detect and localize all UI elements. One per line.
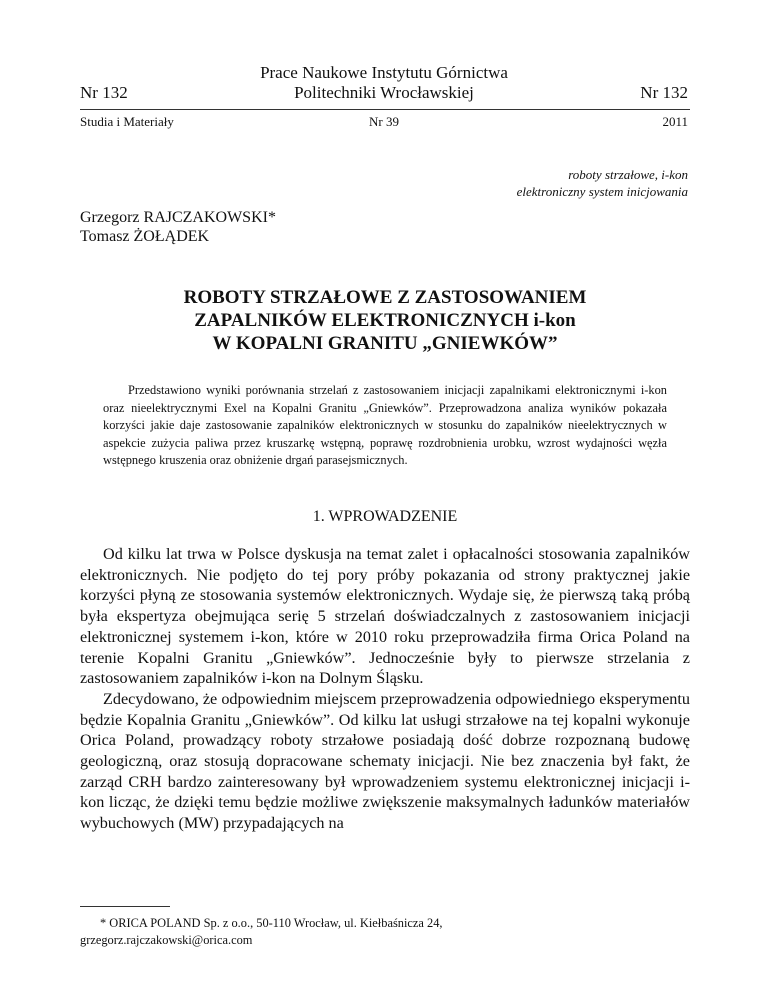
issue-number-left: Nr 132 [80, 83, 128, 102]
footnote-divider [80, 906, 170, 907]
abstract: Przedstawiono wyniki porównania strzelań z zastosowaniem inicjacji zapalnikami elektronicznymi i-kon oraz nieelektrycznymi Exel na Kopalni Granitu „Gniewków”. Przeprowadzona analiza wyników pokazała korzyści jakie daje zastosowanie zapalników elektronicznych w stosunku do zapalników nieelektrycznych w aspekcie zużycia paliwa przez kruszarkę wstępną, poprawę rozdrobnienia urobku, wzrost wydajności węzła wstępnego kruszenia oraz obniżenie drgań parasejsmicznych. [103, 383, 667, 467]
journal-title-line-2: Politechniki Wrocławskiej [294, 83, 474, 102]
keywords-line-1: roboty strzałowe, i-kon [568, 167, 688, 182]
author-list [80, 208, 276, 246]
series-issue: Nr 39 [369, 114, 399, 129]
footnote [80, 915, 690, 949]
journal-title-line-1: Prace Naukowe Instytutu Górnictwa [260, 63, 508, 82]
body-text [80, 544, 690, 834]
section-heading: 1. WPROWADZENIE [312, 508, 458, 525]
paper-title [80, 286, 690, 355]
footnote-affiliation: * ORICA POLAND Sp. z o.o., 50-110 Wrocław, ul. Kiełbaśnicza 24, [100, 916, 443, 930]
issue-number-right: Nr 132 [640, 83, 688, 102]
header-divider [80, 109, 690, 110]
series-label: Studia i Materiały [80, 114, 174, 129]
author-2: Tomasz ŻOŁĄDEK [80, 228, 210, 245]
keywords-line-2: elektroniczny system inicjowania [516, 184, 688, 199]
paragraph-1: Od kilku lat trwa w Polsce dyskusja na temat zalet i opłacalności stosowania zapalników elektronicznych. Nie podjęto do tej pory próby pokazania od strony praktycznej jakie korzyści płyną ze stosowania systemów elektronicznych. Wydaje się, że pierwszą taką próbą była ekspertyza obejmująca serię 5 strzelań doświadczalnych z zastosowaniem inicjacji elektronicznej systemem i-kon, które w 2010 roku przeprowadziła firma Orica Poland na terenie Kopalni Granitu „Gniewków”. Jednocześnie były to pierwsze strzelania z zastosowaniem zapalników i-kon na Dolnym Śląsku. [80, 545, 690, 688]
keywords [517, 166, 688, 200]
paper-title-line-1: ROBOTY STRZAŁOWE Z ZASTOSOWANIEM [183, 287, 587, 308]
paper-title-line-2: ZAPALNIKÓW ELEKTRONICZNYCH i-kon [194, 310, 576, 331]
author-1: Grzegorz RAJCZAKOWSKI* [80, 209, 276, 226]
paragraph-2: Zdecydowano, że odpowiednim miejscem przeprowadzenia odpowiedniego eksperymentu będzie Kopalnia Granitu „Gniewków”. Od kilku lat usługi strzałowe na tej kopalni wykonuje Orica Poland, prowadzący roboty strzałowe posiadają dość dobrze rozpoznaną budowę geologiczną, oraz stosują dopracowane schematy inicjacji. Nie bez znaczenia był fakt, że zarząd CRH bardzo zainteresowany był wprowadzeniem systemu elektronicznej inicjacji i-kon licząc, że dzięki temu będzie możliwe zwiększenie maksymalnych ładunków materiałów wybuchowych (MW) przypadających na [80, 689, 690, 833]
publication-year: 2011 [662, 114, 688, 129]
paper-title-line-3: W KOPALNI GRANITU „GNIEWKÓW” [212, 333, 558, 354]
journal-title [180, 63, 588, 103]
footnote-email: grzegorz.rajczakowski@orica.com [80, 933, 253, 947]
